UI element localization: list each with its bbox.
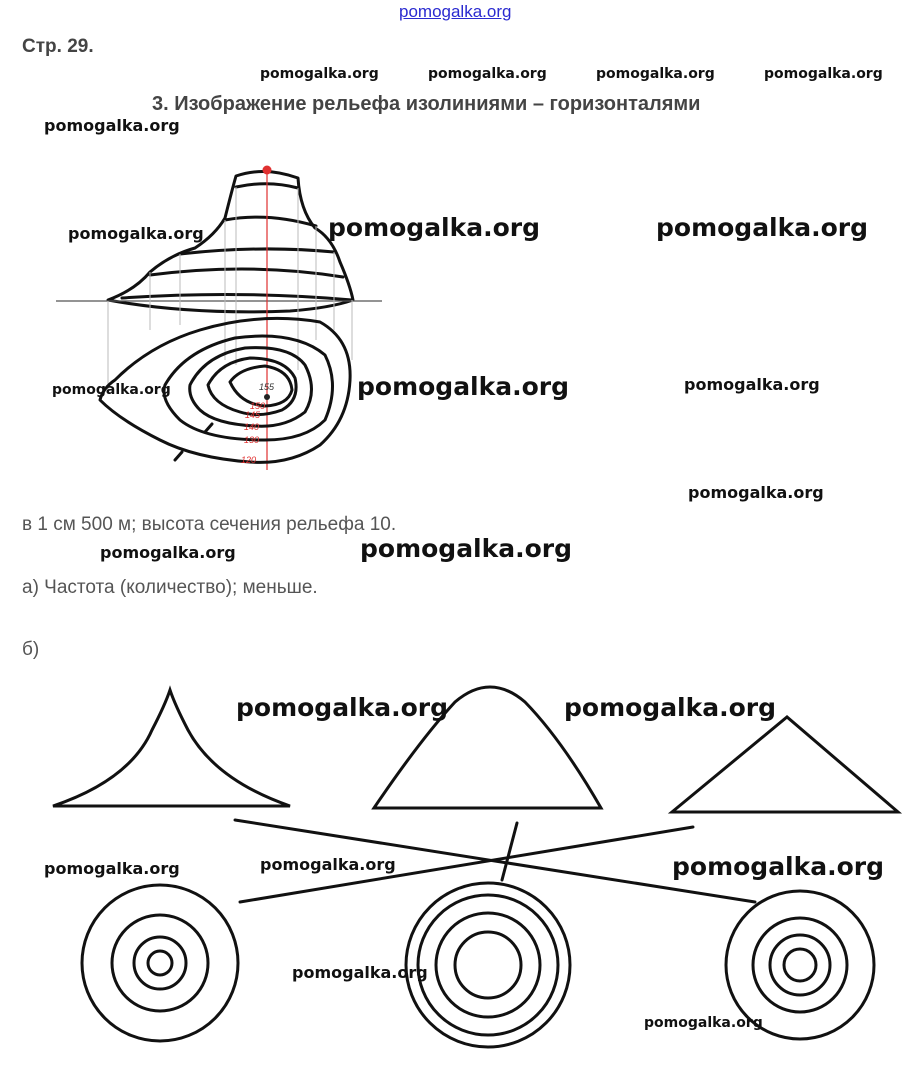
contour-set-left (82, 885, 238, 1041)
watermark: pomogalka.org (596, 66, 715, 82)
watermark: pomogalka.org (672, 852, 885, 881)
peak-point (264, 394, 270, 400)
header-site-link[interactable]: pomogalka.org (399, 2, 512, 21)
watermark: pomogalka.org (684, 375, 820, 394)
watermark: pomogalka.org (428, 66, 547, 82)
watermark: pomogalka.org (644, 1015, 763, 1031)
watermark: pomogalka.org (68, 224, 204, 243)
task-title: 3. Изображение рельефа изолиниями – горизонталями (152, 93, 701, 115)
answer-part-b-label: б) (22, 639, 40, 660)
elevation-label: 140 (244, 422, 260, 432)
watermark: pomogalka.org (292, 963, 428, 982)
elevation-label: 150 (250, 401, 266, 411)
contour-set-middle (406, 883, 570, 1047)
watermark: pomogalka.org (360, 534, 573, 563)
watermark: pomogalka.org (44, 116, 180, 135)
scale-answer: в 1 см 500 м; высота сечения рельефа 10. (22, 514, 397, 535)
watermark: pomogalka.org (100, 543, 236, 562)
watermark: pomogalka.org (236, 693, 449, 722)
watermark: pomogalka.org (260, 66, 379, 82)
watermark: pomogalka.org (52, 382, 171, 398)
watermark: pomogalka.org (688, 483, 824, 502)
peak-elevation-label: 155 (259, 382, 275, 392)
peak-marker (263, 166, 272, 175)
watermark: pomogalka.org (260, 855, 396, 874)
watermark: pomogalka.org (764, 66, 883, 82)
elevation-label: 130 (244, 435, 260, 445)
elevation-label: 145 (245, 410, 261, 420)
watermark: pomogalka.org (656, 213, 869, 242)
watermark: pomogalka.org (357, 372, 570, 401)
elevation-label: 120 (241, 455, 257, 465)
watermark: pomogalka.org (44, 859, 180, 878)
watermark: pomogalka.org (564, 693, 777, 722)
answer-part-a: а) Частота (количество); меньше. (22, 577, 318, 598)
triangle-hill-profile (672, 717, 898, 812)
projection-lines (108, 187, 352, 390)
page-number: Стр. 29. (22, 36, 94, 57)
watermark: pomogalka.org (328, 213, 541, 242)
